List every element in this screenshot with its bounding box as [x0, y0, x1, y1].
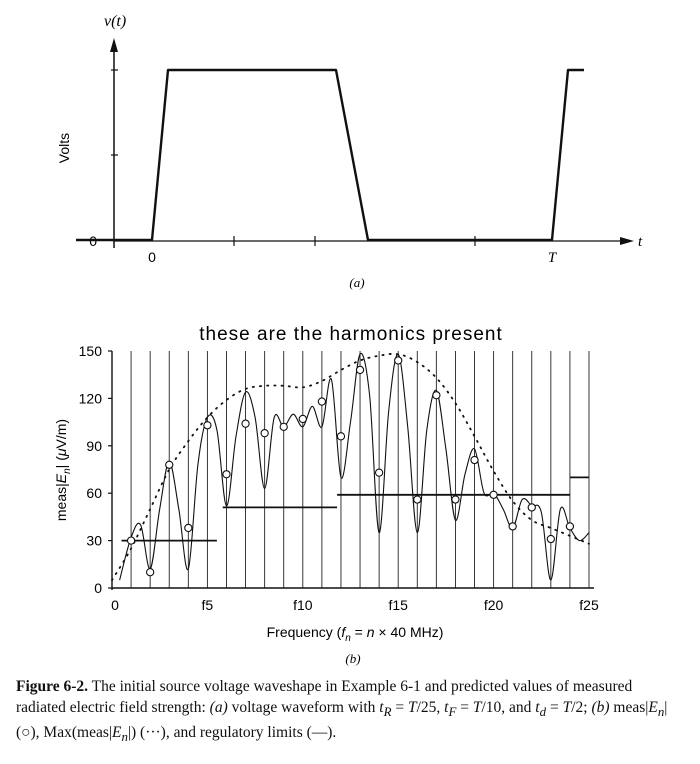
x-tick-label: 0 [111, 597, 119, 613]
y-tick-label: 60 [86, 485, 102, 502]
caption-text: The initial source voltage waveshape in Example 6-1 and predicted values of measured radiated electric field strength: (a) voltage waveform with $t_R = T/25$, $t_F = T/10$, and $t_d = T/2$; (b) $meas|E_n|$ (○), $Max(meas|E_n|)$ (···), and regulatory limits (—). [16, 678, 668, 745]
x-tick-label-0: 0 [148, 249, 156, 265]
harmonic-point [204, 422, 211, 429]
y-axis-symbol: v(t) [104, 13, 127, 30]
y-tick-label: 150 [78, 343, 102, 359]
panel-a-label: (a) [349, 275, 365, 290]
y-tick-label: 120 [78, 390, 102, 407]
harmonics-annotation: these are the harmonics present [199, 324, 503, 345]
x-axis-symbol: t [638, 234, 643, 250]
harmonic-point [452, 496, 459, 503]
harmonic-point [242, 420, 249, 427]
y-tick-label: 30 [86, 532, 102, 549]
harmonic-point [261, 430, 268, 437]
harmonic-point [414, 496, 421, 503]
harmonic-point [337, 433, 344, 440]
voltage-waveform-line [76, 70, 584, 240]
harmonic-point [376, 469, 383, 476]
x-tick-label: f5 [201, 597, 214, 613]
harmonic-point [490, 491, 497, 498]
panel-b-label: (b) [345, 651, 361, 666]
y-axis-arrowhead [110, 38, 118, 52]
harmonic-point [433, 392, 440, 399]
y-axis-label: Volts [56, 132, 72, 164]
x-tick-label: f15 [388, 597, 408, 613]
x-tick-label-period: T [547, 250, 557, 266]
harmonic-point [356, 366, 363, 373]
harmonic-point [185, 524, 192, 531]
harmonic-point [127, 537, 134, 544]
harmonic-point [471, 456, 478, 463]
grid [108, 351, 589, 588]
y-axis-label: $meas|E_n|$ (μV/m) [53, 418, 73, 522]
y-tick-label: 90 [86, 437, 102, 454]
harmonic-point [147, 569, 154, 576]
harmonic-point [509, 523, 516, 530]
x-tick-label: f25 [579, 597, 599, 613]
harmonic-point [528, 504, 535, 511]
harmonic-point [299, 415, 306, 422]
harmonic-point [280, 423, 287, 430]
harmonic-point [318, 398, 325, 405]
harmonic-point [566, 523, 573, 530]
harmonic-point [166, 461, 173, 468]
x-axis-label: Frequency ($f_n = n \times 40$ MHz) [266, 624, 444, 644]
harmonic-point [547, 535, 554, 542]
harmonic-points [127, 357, 573, 576]
caption-label: Figure 6-2. [16, 678, 89, 695]
harmonic-point [395, 357, 402, 364]
harmonic-point [223, 471, 230, 478]
y-tick-labels [79, 343, 103, 596]
y-tick-label: 0 [94, 580, 102, 596]
x-tick-label: f10 [293, 597, 313, 613]
measured-field-curve [120, 353, 589, 580]
x-axis-arrowhead [620, 237, 634, 245]
voltage-waveform-panel [56, 13, 643, 290]
y-tick-label-0: 0 [89, 233, 97, 249]
field-strength-panel [53, 343, 599, 666]
figure-caption [16, 676, 676, 747]
x-tick-labels [111, 597, 599, 613]
x-tick-label: f20 [483, 597, 504, 613]
